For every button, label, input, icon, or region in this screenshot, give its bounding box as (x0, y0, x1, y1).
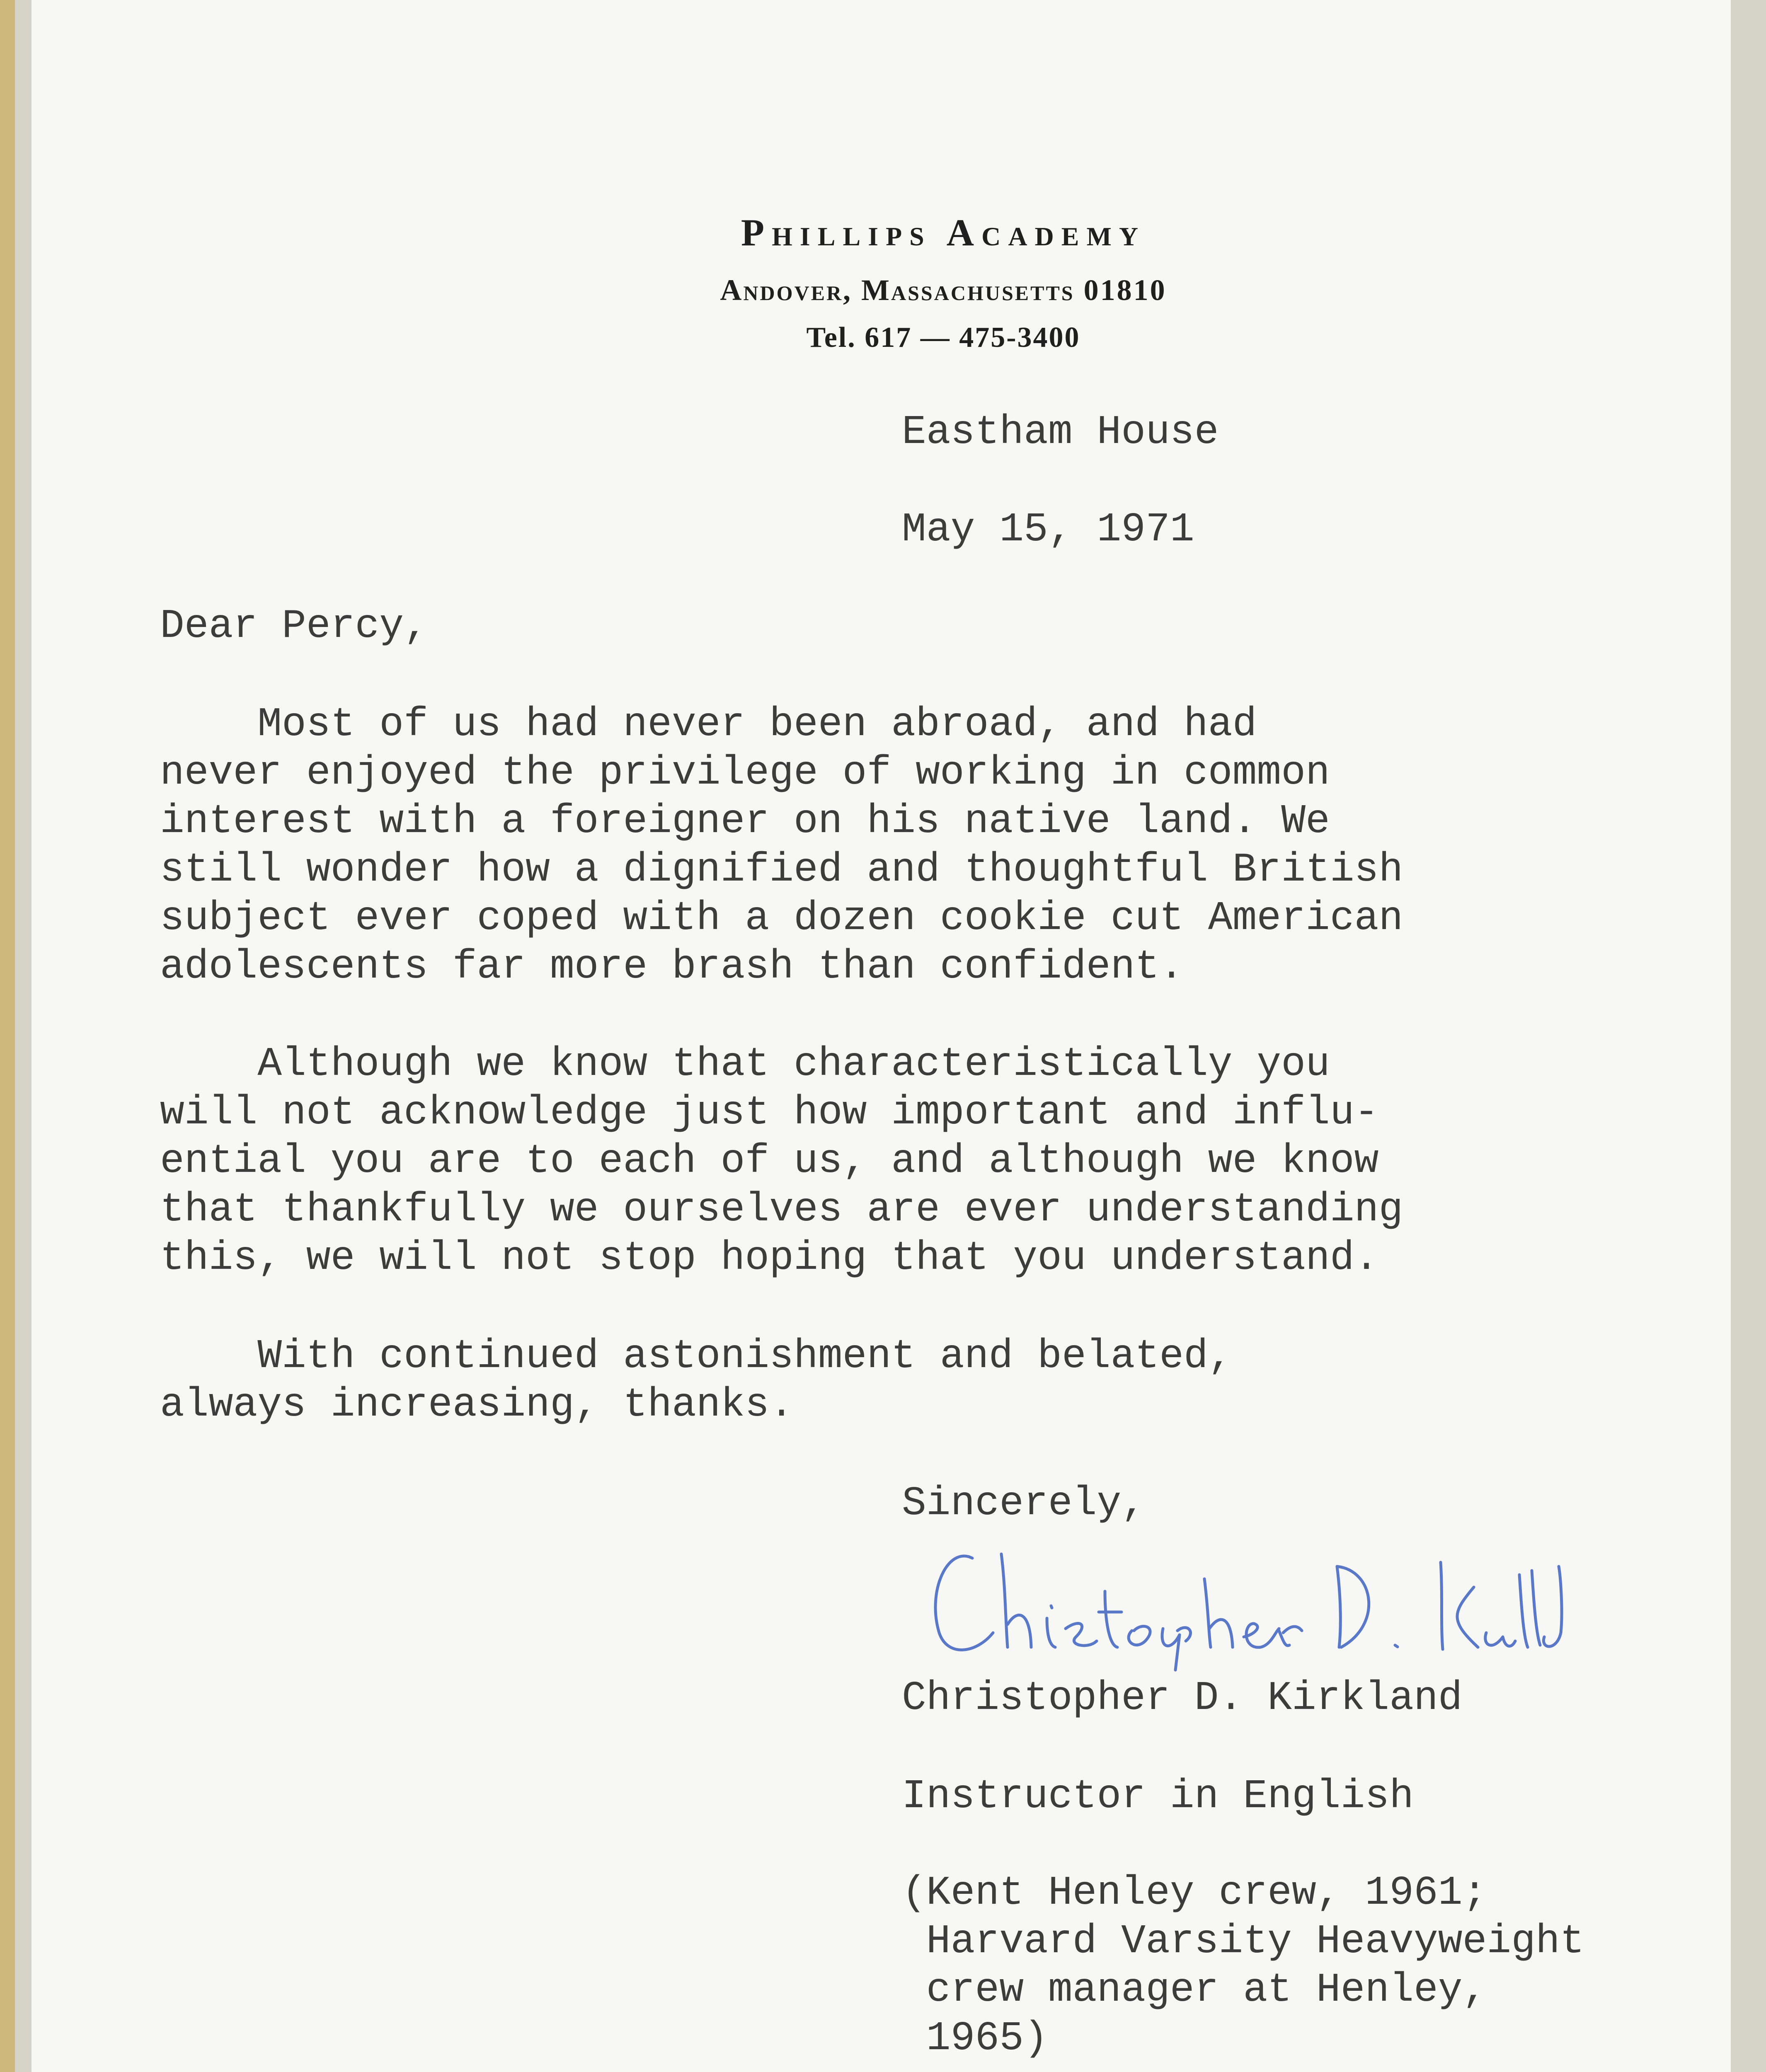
body-paragraph-2: Although we know that characteristically you will not acknowledge just how important and influ- ential you are to each of us, and although we know that thankfully we ourselves are ever understanding this, we will not stop hoping that you understand. (160, 1041, 1403, 1281)
sender-location: Eastham House (902, 409, 1219, 455)
letter-sheet (31, 0, 1731, 2072)
salutation: Dear Percy, (160, 603, 428, 649)
page-edge-strip (0, 0, 15, 2072)
signer-note: (Kent Henley crew, 1961; Harvard Varsity Heavyweight crew manager at Henley, 1965) (902, 1870, 1584, 2062)
letterhead-telephone: Tel. 617 — 475-3400 (806, 322, 1080, 353)
letter-date: May 15, 1971 (902, 507, 1194, 553)
body-paragraph-3: With continued astonishment and belated, always increasing, thanks. (160, 1334, 1233, 1428)
closing: Sincerely, (902, 1481, 1146, 1527)
body-paragraph-1: Most of us had never been abroad, and had never enjoyed the privilege of working in common interest with a foreigner on his native land. We still wonder how a dignified and thoughtful British subject ever coped with a dozen cookie cut American adolescents far more brash than confident. (160, 702, 1403, 990)
letterhead-institution: Phillips Academy (741, 211, 1146, 254)
handwritten-signature (923, 1529, 1569, 1678)
letterhead-address: Andover, Massachusetts 01810 (720, 274, 1167, 307)
signer-title: Instructor in English (902, 1774, 1414, 1820)
signer-name: Christopher D. Kirkland (902, 1675, 1463, 1721)
